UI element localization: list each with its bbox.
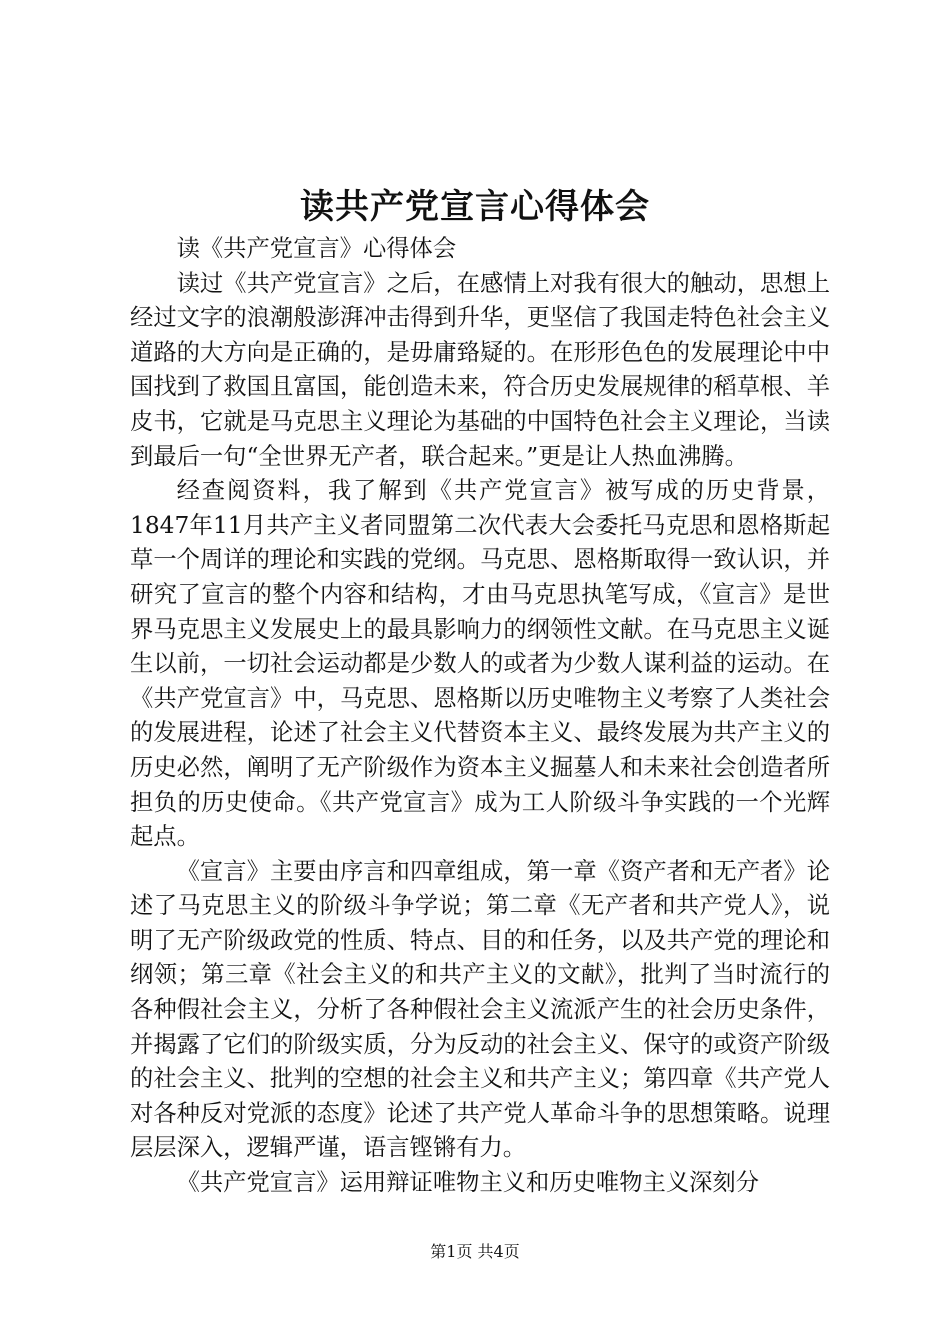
- page-number-footer: 第1页 共4页: [430, 1242, 520, 1261]
- paragraph-2: 经查阅资料，我了解到《共产党宣言》被写成的历史背景，1847年11月共产主义者同盟第二次代表大会委托马克思和恩格斯起草一个周详的理论和实践的党纲。马克思、恩格斯取得一致认识，并研究了宣言的整个内容和结构，才由马克思执笔写成，《宣言》是世界马克思主义发展史上的最具影响力的纲领性文献。在马克思主义诞生以前，一切社会运动都是少数人的或者为少数人谋利益的运动。在《共产党宣言》中，马克思、恩格斯以历史唯物主义考察了人类社会的发展进程，论述了社会主义代替资本主义、最终发展为共产主义的历史必然，阐明了无产阶级作为资本主义掘墓人和未来社会创造者所担负的历史使命。《共产党宣言》成为工人阶级斗争实践的一个光辉起点。: [130, 477, 830, 851]
- paragraph-subtitle: 读《共产党宣言》心得体会: [176, 235, 457, 262]
- document-body: [130, 232, 830, 1201]
- paragraph-4: 《共产党宣言》运用辩证唯物主义和历史唯物主义深刻分: [176, 1169, 760, 1197]
- paragraph-1: 读过《共产党宣言》之后，在感情上对我有很大的触动，思想上经过文字的浪潮般澎湃冲击得到升华，更坚信了我国走特色社会主义道路的大方向是正确的，是毋庸臵疑的。在形形色色的发展理论中中国找到了救国且富国，能创造未来，符合历史发展规律的稻草根、羊皮书，它就是马克思主义理论为基础的中国特色社会主义理论，当读到最后一句“全世界无产者，联合起来。”更是让人热血沸腾。: [130, 269, 830, 470]
- paragraph-3: 《宣言》主要由序言和四章组成，第一章《资产者和无产者》论述了马克思主义的阶级斗争学说；第二章《无产者和共产党人》，说明了无产阶级政党的性质、特点、目的和任务，以及共产党的理论和纲领；第三章《社会主义的和共产主义的文献》，批判了当时流行的各种假社会主义，分析了各种假社会主义流派产生的社会历史条件，并揭露了它们的阶级实质，分为反动的社会主义、保守的或资产阶级的社会主义、批判的空想的社会主义和共产主义；第四章《共产党人对各种反对党派的态度》论述了共产党人革命斗争的思想策略。说理层层深入，逻辑严谨，语言铿锵有力。: [130, 857, 830, 1162]
- document-title: 读共产党宣言心得体会: [300, 187, 650, 227]
